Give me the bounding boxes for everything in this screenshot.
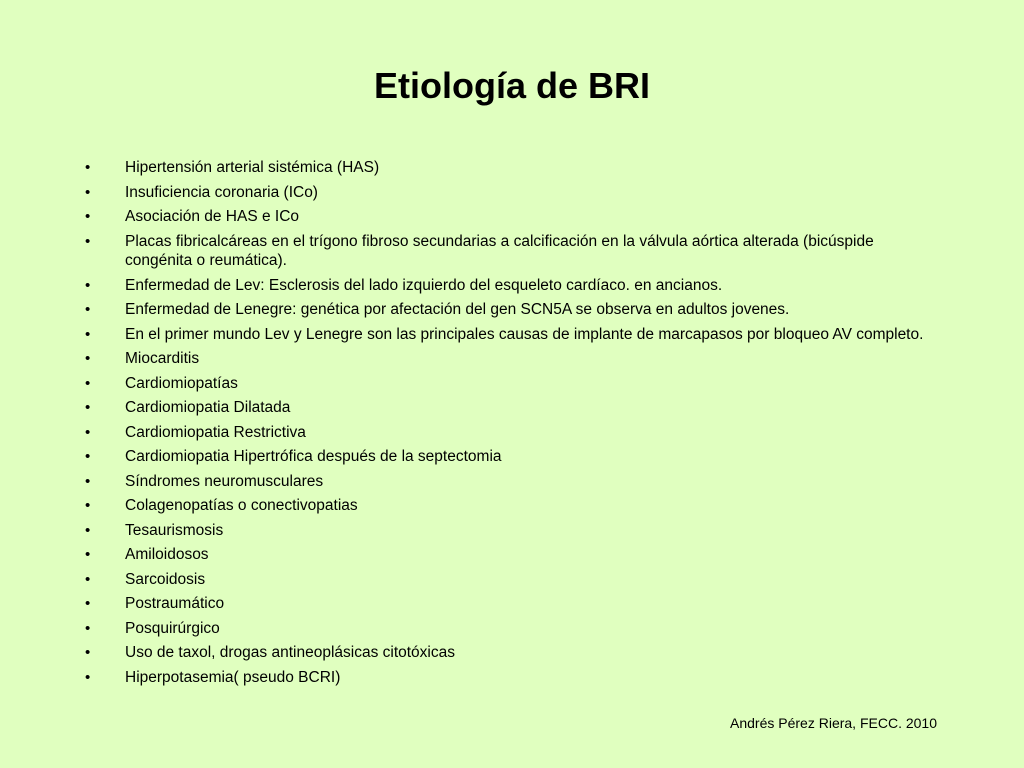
bullet-item bbox=[85, 594, 945, 614]
bullet-icon: • bbox=[85, 497, 91, 515]
bullet-icon: • bbox=[85, 276, 91, 294]
bullet-icon: • bbox=[85, 208, 91, 225]
bullet-text: Hipertensión arterial sistémica (HAS) bbox=[125, 159, 380, 176]
bullet-icon: • bbox=[85, 399, 91, 417]
bullet-text: Postraumático bbox=[125, 595, 225, 613]
bullet-item bbox=[85, 570, 945, 590]
bullet-item bbox=[85, 325, 945, 345]
bullet-item bbox=[85, 183, 945, 203]
bullet-icon: • bbox=[85, 619, 91, 637]
bullet-item bbox=[85, 521, 945, 541]
bullet-icon: • bbox=[85, 668, 91, 686]
bullet-icon: • bbox=[85, 472, 91, 490]
bullet-item bbox=[85, 668, 945, 688]
bullet-item bbox=[85, 619, 945, 639]
bullet-icon: • bbox=[85, 350, 91, 368]
bullet-text: Tesaurismosis bbox=[125, 521, 224, 539]
bullet-item bbox=[85, 643, 945, 663]
bullet-text: Posquirúrgico bbox=[125, 619, 220, 637]
bullet-item bbox=[85, 472, 945, 492]
bullet-icon: • bbox=[85, 423, 91, 441]
bullet-item bbox=[85, 207, 945, 227]
bullet-icon: • bbox=[85, 448, 91, 466]
bullet-icon: • bbox=[85, 644, 91, 662]
bullet-text: Sarcoidosis bbox=[125, 570, 206, 588]
bullet-icon: • bbox=[85, 521, 91, 539]
bullet-icon: • bbox=[85, 374, 91, 392]
bullet-text: Uso de taxol, drogas antineoplásicas citotóxicas bbox=[125, 644, 455, 662]
slide-title: Etiología de BRI bbox=[373, 65, 650, 106]
bullet-icon: • bbox=[85, 570, 91, 588]
bullet-text: Placas fibricalcáreas en el trígono fibroso secundarias a calcificación en la válvula aórtica alterada (bicúspide congénita o reumática). bbox=[125, 232, 874, 270]
bullet-icon: • bbox=[85, 183, 91, 201]
bullet-icon: • bbox=[85, 232, 91, 250]
bullet-item bbox=[85, 496, 945, 516]
bullet-item bbox=[85, 300, 945, 320]
bullet-item bbox=[85, 276, 945, 296]
bullet-text: Insuficiencia coronaria (ICo) bbox=[125, 183, 318, 201]
bullet-icon: • bbox=[85, 301, 91, 319]
bullet-item bbox=[85, 374, 945, 394]
bullet-item bbox=[85, 398, 945, 418]
bullet-text: Cardiomiopatia Restrictiva bbox=[125, 423, 306, 441]
bullet-text: Cardiomiopatías bbox=[125, 374, 238, 392]
bullet-text: En el primer mundo Lev y Lenegre son las principales causas de implante de marcapasos por bloqueo AV completo. bbox=[125, 325, 924, 343]
bullet-text: Cardiomiopatia Dilatada bbox=[125, 399, 291, 417]
bullet-icon: • bbox=[85, 325, 91, 343]
bullet-text: Cardiomiopatia Hipertrófica después de la septectomia bbox=[125, 448, 502, 466]
bullet-text: Enfermedad de Lenegre: genética por afectación del gen SCN5A se observa en adultos jovenes. bbox=[125, 301, 790, 319]
bullet-item bbox=[85, 349, 945, 369]
bullet-item bbox=[85, 158, 945, 178]
bullet-text: Colagenopatías o conectivopatias bbox=[125, 497, 358, 515]
bullet-icon: • bbox=[85, 595, 91, 613]
author-footer: Andrés Pérez Riera, FECC. 2010 bbox=[730, 715, 937, 731]
bullet-text: Enfermedad de Lev: Esclerosis del lado izquierdo del esqueleto cardíaco. en ancianos. bbox=[125, 276, 723, 294]
bullet-item bbox=[85, 423, 945, 443]
bullet-list bbox=[85, 158, 945, 692]
bullet-text: Síndromes neuromusculares bbox=[125, 472, 324, 490]
bullet-text: Asociación de HAS e ICo bbox=[125, 208, 300, 225]
bullet-item bbox=[85, 447, 945, 467]
bullet-item bbox=[85, 232, 945, 272]
bullet-item bbox=[85, 545, 945, 565]
bullet-text: Miocarditis bbox=[125, 350, 200, 368]
bullet-text: Hiperpotasemia( pseudo BCRI) bbox=[125, 668, 341, 686]
bullet-icon: • bbox=[85, 546, 91, 564]
bullet-text: Amiloidosos bbox=[125, 546, 209, 564]
bullet-icon: • bbox=[85, 159, 91, 176]
